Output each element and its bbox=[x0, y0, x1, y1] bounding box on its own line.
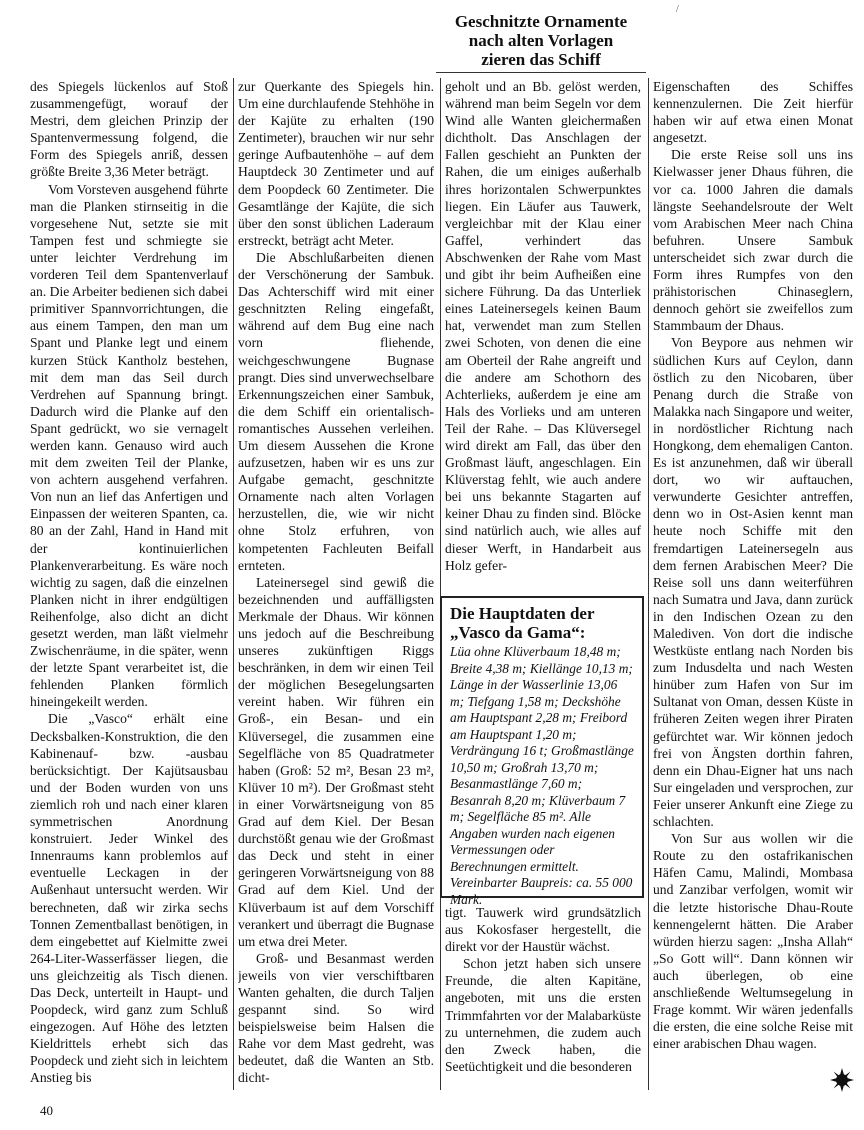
main-data-box bbox=[440, 596, 644, 907]
headline-line-1: Geschnitzte Ornamente bbox=[454, 12, 628, 31]
col2-paragraph-2: Die Abschlußarbeiten dienen der Verschönerung der Sambuk. Das Achterschiff wird mit einer geschnitzten Reling eingefaßt, während auf dem Bug eine nach vorn fliehende, weichgeschwungene Bugnase prangt. Dies sind unverwechselbare Erkennungszeichen einer Sambuk, die dem Schiff ein orientalisch-romantisches Aussehen verleihen. Um diesem Aussehen die Krone aufzusetzen, haben wir es uns zur Aufgabe gemacht, geschnitzte Ornamente nach alten Vorlagen herzustellen, die, wie wir nicht ohne Stolz erfuhren, von kompetenten Fachleuten Beifall ernteten. bbox=[238, 249, 434, 573]
column-3-bottom bbox=[445, 904, 641, 1090]
col2-paragraph-4: Groß- und Besanmast werden jeweils von vier verschiftbaren Wanten gehalten, die durch Taljen gespannt sind. So wird beispielsweise beim Halsen die Rahe vor dem Mast gedreht, was bedeutet, daß die Wanten an Stb. dicht- bbox=[238, 950, 434, 1086]
col2-paragraph-3: Lateinersegel sind gewiß die bezeichnenden und auffälligsten Merkmale der Dhaus. Wir können uns jedoch auf die Beschreibung unseres zukünftigen Riggs beschränken, in dem wir einen Teil der möglichen Besegelungsarten vereint haben. Wir führen ein Groß-, ein Besan- und ein Klüversegel, die zusammen eine Segelfläche von 85 Quadratmeter haben (Groß: 52 m², Besan 23 m², Klüver 10 m²). Der Großmast steht in einer Vorwärtsneigung von 85 Grad auf dem Kiel. Der Besan durchstößt genau wie der Großmast das Deck und steht in einer geringeren Vorwärtsneigung von 88 Grad auf dem Kiel. Und der Klüverbaum ist auf dem Vorschiff verankert und überragt die Bugnase um etwa drei Meter. bbox=[238, 574, 434, 949]
col3-paragraph-3: Schon jetzt haben sich unsere Freunde, die alten Kapitäne, angeboten, mit uns die ersten Trimmfahrten vor der Malabarküste zu unternehmen, die zudem auch den Zweck haben, die Seetüchtigkeit und die besonderen bbox=[445, 956, 641, 1074]
column-rule-1 bbox=[233, 78, 234, 1090]
col2-paragraph-1: zur Querkante des Spiegels hin. Um eine durchlaufende Stehhöhe in der Kajüte zu erhalten (190 Zentimeter), brauchen wir nur sehr geringe Aufbautenhöhe – auf dem Hauptdeck 30 Zentimeter und auf dem Poopdeck 60 Zentimeter. Die Gesamtlänge der Kajüte, die sich über den sonst üblichen Laderaum erstreckt, beträgt acht Meter. bbox=[238, 79, 434, 248]
headline-rule bbox=[436, 72, 646, 73]
col3-paragraph-1: geholt und an Bb. gelöst werden, während man beim Segeln vor dem Wind alle Wanten gleichermaßen dichtholt. Das Anschlagen der Fallen geschieht an Punkten der Rahen, die um einiges außerhalb ihres horizontalen Schwerpunktes liegen. Ein Läufer aus Tauwerk, vergleichbar mit der Klau einer Gaffel, verhindert das Abschwenken der Rahe vom Mast und gibt ihr beim Aufheißen eine sichere Führung. Da das Unterliek eines Lateinersegels keinen Baum hat, verwendet man zum Stellen zwei Schoten, von denen die eine am Oberteil der Rahe angreift und die andere am Schothorn des Achterlieks, außerdem je eine am Hals des Vorlieks und am unteren Teil der Rahe. – Das Klüversegel wird direkt am Fall, das über den Großmast läuft, angeschlagen. Ein Klüverstag fehlt, wie auch andere bei uns bekannte Stagarten auf keiner Dhau zu finden sind. Blöcke sind natürlich auch, wie alles auf dieser Werft, in Handarbeit aus Holz gefer- bbox=[445, 79, 641, 573]
col4-paragraph-2: Die erste Reise soll uns ins Kielwasser jener Dhaus führen, die vor ca. 1000 Jahren die damals längste Seehandelsroute der Welt vom Arabischen Meer nach China befuhren. Unsere Sambuk unterscheidet sich zwar durch die Form ihres Rumpfes von den prähistorischen Chinaseglern, dennoch gehört sie zweifellos zum Stammbaum der Dhaus. bbox=[653, 147, 853, 334]
headline-line-3: zieren das Schiff bbox=[481, 50, 601, 69]
section-headline bbox=[436, 12, 646, 69]
end-mark-icon bbox=[830, 1068, 854, 1092]
column-2 bbox=[238, 78, 434, 1090]
column-3-top bbox=[445, 78, 641, 590]
databox-title bbox=[450, 604, 634, 642]
databox-title-line-1: Die Hauptdaten der bbox=[450, 604, 595, 623]
col3-paragraph-2: tigt. Tauwerk wird grundsätzlich aus Kokosfaser hergestellt, die direkt vor der Haustür wächst. bbox=[445, 905, 641, 955]
col4-paragraph-1: Eigenschaften des Schiffes kennenzulernen. Die Zeit hierfür haben wir auf etwa einen Monat angesetzt. bbox=[653, 79, 853, 146]
page-number: 40 bbox=[40, 1103, 53, 1118]
column-rule-3 bbox=[648, 78, 649, 1090]
col1-paragraph-2: Vom Vorsteven ausgehend führte man die Planken stirnseitig in die vorgesehene Nut, setzte sie mit Tampen fest und schmiegte sie unter leichter Verdrehung im vorderen Teil dem Spantenverlauf an. Die Arbeiter bedienen sich dabei primitiver Spannvorrichtungen, die aus einem Tampen, den man um Spant und Planke legt und einem kurzen Stück Kantholz bestehen, mit dem man das Seil durch Verdrehen auf Spannung bringt. Dadurch wird die Planke auf den Spant gedrückt, wo sie vernagelt werden kann. Genauso wird auch mit dem zweiten Teil der Planke, von achtern ausgehend verfahren. Von nun an lief das Anfertigen und Einpassen der weiteren Spanten, ca. 80 an der Zahl, Hand in Hand mit der kontinuierlichen Plankenverarbeitung. Es wäre noch wichtig zu sagen, daß die einzelnen Planken nicht in ihrer endgültigen Reihenfolge, also dicht an dicht gesetzt werden, man läßt vielmehr Zwischenräume, in die später, wenn der letzte Spant verarbeitet ist, die fehlenden Planken förmlich hineingekeilt werden. bbox=[30, 181, 228, 710]
databox-title-line-2: „Vasco da Gama“: bbox=[450, 623, 586, 642]
column-1 bbox=[30, 78, 228, 1090]
col4-paragraph-3: Von Beypore aus nehmen wir südlichen Kurs auf Ceylon, dann östlich zu den Nicobaren, über Penang durch die Straße von Malakka nach Singapore und weiter, in nordöstlicher Richtung nach Hongkong, dem ehemaligen Canton. Es ist anzunehmen, daß wir überall dort, wo wir auftauchen, verwunderte Gesichter antreffen, denn wo in Ost-Asien kennt man heute noch Schiffe mit den fremdartigen Lateinersegeln aus dem fernen Arabischen Meer? Die Reise soll uns dann weiterführen nach Sumatra und Java, dann zurück in den Indischen Ozean zu den Malediven. Von dort die indische Westküste entlang nach Norden bis zum Indusdelta und nach Westen hinüber zum Hafen von Sur im Sultanat von Oman, dessen Küste in früheren Zeiten wegen ihrer Piraten gefürchtet war. Wir können jedoch frei von Ängsten dorthin fahren, denn ein Dhau-Eigner hat uns nach Sur eingeladen und versprochen, zur Feier unserer Ankunft eine Ziege zu schlachten. bbox=[653, 335, 853, 830]
col1-paragraph-1: des Spiegels lückenlos auf Stoß zusammengefügt, worauf der Mestri, dem gleichen Prinzip der Spantenvermessung folgend, die Form des Spiegels anriß, dessen größte Breite 3,36 Meter beträgt. bbox=[30, 79, 228, 180]
column-4 bbox=[653, 78, 853, 1090]
databox-body: Lüa ohne Klüverbaum 18,48 m; Breite 4,38 m; Kiellänge 10,13 m; Länge in der Wasserlinie 13,06 m; Tiefgang 1,58 m; Deckshöhe am Hauptspant 2,28 m; Freibord am Hauptspant 1,20 m; Verdrängung 16 t; Großmastlänge 10,50 m; Großrah 13,70 m; Besanmastlänge 7,60 m; Besanrah 8,20 m; Klüverbaum 7 m; Segelfläche 85 m². Alle Angaben wurden nach eigenen Vermessungen oder Berechnungen ermittelt. Vereinbarter Baupreis: ca. 55 000 Mark. bbox=[450, 644, 634, 907]
column-rule-2 bbox=[440, 78, 441, 1090]
col4-paragraph-4: Von Sur aus wollen wir die Route zu den ostafrikanischen Häfen Camu, Malindi, Mombasa und Zanzibar verfolgen, womit wir die letzte historische Dhau-Route kennengelernt hätten. Die Araber würden hierzu sagen: „Insha Allah“ „So Gott will“. Dann können wir auch überlegen, ob eine anschließende Weltumsegelung in Frage kommt. Wir wären jedenfalls die ersten, die eine solche Reise mit einer arabischen Dhau wagen. bbox=[653, 831, 853, 1052]
headline-line-2: nach alten Vorlagen bbox=[468, 31, 614, 50]
col1-paragraph-3: Die „Vasco“ erhält eine Decksbalken-Konstruktion, die den Kabinenauf- bzw. -ausbau berücksichtigt. Der Kajütsausbau und der Boden wurden von uns ziemlich roh und nach einer klaren symmetrischen Anordnung konstruiert. Jeder Winkel des Innenraums kann problemlos auf eventuelle Leckagen in der Außenhaut untersucht werden. Wir berechneten, daß wir zirka sechs Tonnen Zementballast benötigen, in dem eingebettet auf Kielmitte zwei 264-Liter-Wasserfässer liegen, die uns gleichzeitig als Tisch dienen. Das Deck, unterteilt in Haupt- und Poopdeck, wird ganz zum Schluß eingezogen. Auf Höhe des letzten Kieldrittels erhebt sich das Poopdeck und zieht sich in leichtem Anstieg bis bbox=[30, 711, 228, 1086]
corner-mark: / bbox=[676, 4, 679, 15]
